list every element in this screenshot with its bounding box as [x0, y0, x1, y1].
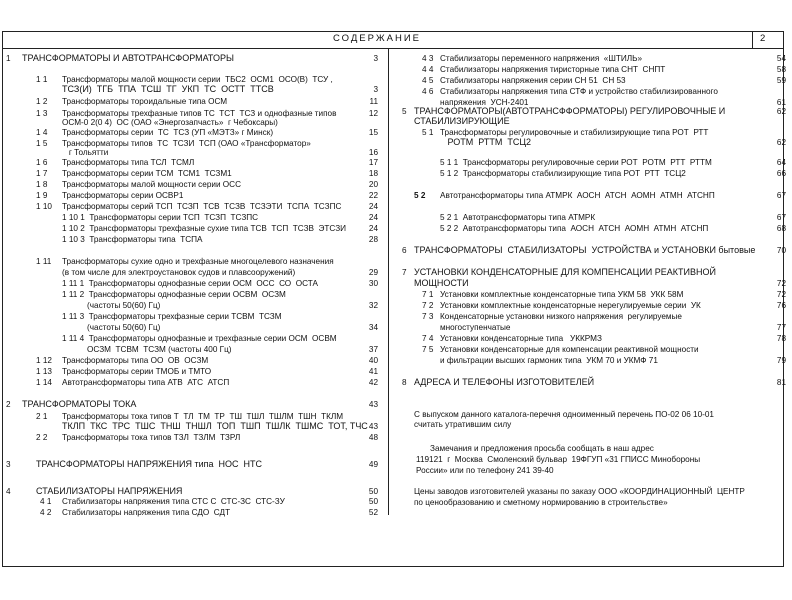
toc-entry-page: 48 [368, 433, 378, 442]
toc-entry-title: СТАБИЛИЗИРУЮЩИЕ [414, 116, 510, 126]
toc-entry-page: 68 [776, 224, 786, 233]
replacement-notice-line-2: считать утратившим силу [414, 420, 512, 429]
toc-entry-number: 5 2 [414, 191, 426, 200]
toc-entry-title: (в том числе для электроустановок судов и плавсооружений) [62, 268, 296, 277]
toc-entry-number: 7 4 [422, 334, 434, 343]
toc-entry-title: ОСЗМ ТСВМ ТСЗМ (частоты 400 Гц) [62, 345, 232, 354]
toc-entry-page: 42 [368, 378, 378, 387]
toc-entry-number: 8 [402, 378, 407, 387]
toc-entry-title: и фильтрации высших гармоник типа УКМ 70 и УКМФ 71 [440, 356, 658, 365]
toc-entry-title: Трансформаторы тока типов Т ТЛ ТМ ТР ТШ ТШЛ ТШЛМ ТШН ТКЛМ [62, 412, 344, 421]
toc-entry-page: 67 [776, 213, 786, 222]
toc-entry-page: 34 [368, 323, 378, 332]
toc-entry-title: Трансформаторы тока типов ТЗЛ ТЗЛМ ТЗРЛ [62, 433, 241, 442]
toc-entry-title: Трансформаторы тороидальные типа ОСМ [62, 97, 228, 106]
toc-entry-page: 24 [368, 202, 378, 211]
toc-entry-title: Трансформаторы типа ТСЛ ТСМЛ [62, 158, 195, 167]
toc-entry-page: 30 [368, 279, 378, 288]
toc-entry-title: ТРАНСФОРМАТОРЫ И АВТОТРАНСФОРМАТОРЫ [22, 53, 234, 63]
toc-entry-number: 1 [6, 54, 11, 63]
toc-entry-title: Стабилизаторы напряжения серии СН 51 СН 53 [440, 76, 626, 85]
column-divider [388, 49, 389, 515]
toc-entry-number: 4 1 [40, 497, 52, 506]
toc-entry-title: МОЩНОСТИ [414, 278, 469, 288]
toc-entry-number: 4 [6, 487, 11, 496]
toc-entry-page: 18 [368, 169, 378, 178]
toc-entry-page: 41 [368, 367, 378, 376]
toc-entry-page: 50 [368, 497, 378, 506]
toc-entry-number: 4 6 [422, 87, 434, 96]
toc-entry-number: 4 4 [422, 65, 434, 74]
toc-entry-title: Трансформаторы малой мощности серии ОСС [62, 180, 241, 189]
toc-entry-number: 1 9 [36, 191, 48, 200]
toc-entry-number: 1 14 [36, 378, 52, 387]
toc-entry-title: ТРАНСФОРМАТОРЫ ТОКА [22, 399, 137, 409]
toc-entry-page: 3 [373, 54, 378, 63]
toc-entry-number: 1 12 [36, 356, 52, 365]
toc-entry-number: 1 4 [36, 128, 48, 137]
toc-entry-title: 5 2 2 Автотрансформаторы типа АОСН АТСН АОМН АТМН АТСНП [440, 224, 709, 233]
toc-entry-page: 81 [776, 378, 786, 387]
toc-entry-number: 4 2 [40, 508, 52, 517]
toc-entry-title: РОТМ РТТМ ТСЦ2 [440, 137, 532, 147]
toc-entry-number: 5 1 [422, 128, 434, 137]
toc-entry-number: 1 7 [36, 169, 48, 178]
page-title: СОДЕРЖАНИЕ [333, 33, 421, 44]
toc-entry-title: 1 10 1 Трансформаторы серии ТСП ТСЗП ТСЗПС [62, 213, 259, 222]
toc-entry-number: 6 [402, 246, 407, 255]
toc-entry-page: 79 [776, 356, 786, 365]
toc-entry-page: 70 [776, 246, 786, 255]
toc-entry-number: 4 5 [422, 76, 434, 85]
toc-entry-number: 7 2 [422, 301, 434, 310]
header-divider [752, 31, 753, 48]
toc-entry-title: Автотрансформаторы типа АТМРК АОСН АТСН АОМН АТМН АТСНП [440, 191, 715, 200]
toc-entry-page: 3 [373, 85, 378, 94]
toc-entry-title: многоступенчатые [440, 323, 511, 332]
toc-entry-number: 1 6 [36, 158, 48, 167]
toc-entry-title: ТКЛП ТКС ТРС ТШС ТНШ ТНШЛ ТОП ТШП ТШЛК ТШМС ТОТ, ТЧС [62, 421, 368, 431]
toc-entry-page: 22 [368, 191, 378, 200]
toc-entry-page: 43 [368, 400, 378, 409]
toc-entry-page: 20 [368, 180, 378, 189]
toc-entry-number: 1 2 [36, 97, 48, 106]
toc-entry-title: 1 10 2 Трансформаторы трехфазные сухие типа ТСВ ТСП ТСЗВ ЭТСЗИ [62, 224, 347, 233]
toc-entry-title: Трансформаторы типа ОО ОВ ОСЗМ [62, 356, 209, 365]
toc-entry-number: 7 [402, 268, 407, 277]
toc-entry-title: Трансформаторы серии ОСВР1 [62, 191, 184, 200]
toc-entry-title: АДРЕСА И ТЕЛЕФОНЫ ИЗГОТОВИТЕЛЕЙ [414, 377, 595, 387]
toc-entry-title: Трансформаторы серии ТС ТСЗ (УП «МЭТЗ» г Минск) [62, 128, 274, 137]
toc-entry-title: Стабилизаторы переменного напряжения «ШТИЛЬ» [440, 54, 643, 63]
toc-entry-page: 54 [776, 54, 786, 63]
toc-entry-page: 58 [776, 65, 786, 74]
toc-entry-number: 1 10 [36, 202, 52, 211]
toc-entry-title: 5 2 1 Автотрансформаторы типа АТМРК [440, 213, 596, 222]
toc-entry-page: 29 [368, 268, 378, 277]
toc-entry-page: 17 [368, 158, 378, 167]
toc-entry-title: Автотрансформаторы типа АТВ АТС АТСП [62, 378, 230, 387]
toc-entry-number: 2 2 [36, 433, 48, 442]
toc-entry-page: 59 [776, 76, 786, 85]
toc-entry-title: г Тольятти [62, 148, 109, 157]
toc-entry-number: 4 3 [422, 54, 434, 63]
toc-entry-page: 62 [776, 107, 786, 116]
toc-entry-page: 43 [368, 422, 378, 431]
toc-entry-page: 16 [368, 148, 378, 157]
toc-entry-title: Стабилизаторы напряжения тиристорные типа СНТ СНПТ [440, 65, 666, 74]
toc-entry-title: СТАБИЛИЗАТОРЫ НАПРЯЖЕНИЯ [36, 486, 183, 496]
toc-entry-page: 62 [776, 138, 786, 147]
toc-entry-page: 72 [776, 290, 786, 299]
prices-line-1: Цены заводов изготовителей указаны по заказу ООО «КООРДИНАЦИОННЫЙ ЦЕНТР [414, 487, 745, 496]
toc-entry-title: Установки комплектные конденсаторные нерегулируемые серии УК [440, 301, 701, 310]
toc-entry-title: Трансформаторы малой мощности серии ТБС2 ОСМ1 ОСО(В) ТСУ , [62, 75, 333, 84]
toc-entry-title: 5 1 2 Трансформаторы стабилизирующие типа РОТ РТТ ТСЦ2 [440, 169, 686, 178]
toc-entry-title: Стабилизаторы напряжения типа СДО СДТ [62, 508, 231, 517]
prices-line-2: по ценообразованию и сметному нормированию в строительстве» [414, 498, 668, 507]
toc-entry-title: 1 11 2 Трансформаторы однофазные серии ОСВМ ОСЗМ [62, 290, 286, 299]
toc-entry-number: 7 5 [422, 345, 434, 354]
toc-entry-page: 28 [368, 235, 378, 244]
toc-entry-page: 11 [369, 97, 378, 106]
toc-entry-number: 1 13 [36, 367, 52, 376]
toc-entry-title: 1 11 3 Трансформаторы трехфазные серии ТСВМ ТСЗМ [62, 312, 282, 321]
toc-entry-page: 64 [776, 158, 786, 167]
toc-entry-page: 76 [776, 301, 786, 310]
toc-entry-page: 24 [368, 213, 378, 222]
toc-entry-number: 1 1 [36, 75, 48, 84]
toc-entry-title: 5 1 1 Трансформаторы регулировочные серии РОТ РОТМ РТТ РТТМ [440, 158, 712, 167]
toc-entry-title: Стабилизаторы напряжения типа СТФ и устройство стабилизированного [440, 87, 718, 96]
toc-entry-title: Трансформаторы серии ТМОБ и ТМТО [62, 367, 212, 376]
toc-entry-number: 7 3 [422, 312, 434, 321]
toc-entry-title: ТСЗ(И) ТГБ ТПА ТСШ ТГ УКП ТС ОСТТ ТТСВ [62, 84, 274, 94]
toc-entry-page: 24 [368, 224, 378, 233]
toc-entry-title: 1 11 1 Трансформаторы однофазные серии ОСМ ОСС СО ОСТА [62, 279, 318, 288]
toc-entry-page: 12 [368, 109, 378, 118]
toc-entry-page: 15 [368, 128, 378, 137]
toc-entry-page: 61 [776, 98, 786, 107]
toc-entry-title: Трансформаторы регулировочные и стабилизирующие типа РОТ РТТ [440, 128, 709, 137]
toc-entry-title: Трансформаторы серии ТСМ ТСМ1 ТСЗМ1 [62, 169, 232, 178]
toc-entry-title: (частоты 50(60) Гц) [62, 323, 161, 332]
toc-entry-number: 2 1 [36, 412, 48, 421]
toc-entry-page: 67 [776, 191, 786, 200]
contact-line-1: Замечания и предложения просьба сообщать в наш адрес [430, 444, 654, 453]
toc-entry-page: 37 [368, 345, 378, 354]
toc-entry-page: 49 [368, 460, 378, 469]
toc-entry-page: 50 [368, 487, 378, 496]
toc-entry-title: Установки конденсаторные для компенсации реактивной мощности [440, 345, 699, 354]
toc-entry-number: 1 5 [36, 139, 48, 148]
toc-entry-number: 7 1 [422, 290, 434, 299]
toc-entry-title: Трансформаторы сухие одно и трехфазные многоцелевого назначения [62, 257, 334, 266]
toc-entry-page: 66 [776, 169, 786, 178]
toc-entry-page: 32 [368, 301, 378, 310]
toc-entry-page: 77 [776, 323, 786, 332]
toc-entry-title: напряжения УСН-2401 [440, 98, 529, 107]
toc-entry-page: 78 [776, 334, 786, 343]
toc-entry-number: 2 [6, 400, 11, 409]
toc-entry-title: Установки конденсаторные типа УККРМЗ [440, 334, 602, 343]
toc-entry-title: Трансформаторы трехфазные типов ТС ТСТ ТСЗ и однофазные типов [62, 109, 337, 118]
toc-entry-page: 72 [776, 279, 786, 288]
toc-entry-number: 1 3 [36, 109, 48, 118]
toc-entry-page: 40 [368, 356, 378, 365]
toc-entry-title: (частоты 50(60) Гц) [62, 301, 161, 310]
page-number: 2 [760, 33, 766, 44]
toc-entry-title: ТРАНСФОРМАТОРЫ(АВТОТРАНСФФОРМАТОРЫ) РЕГУЛИРОВОЧНЫЕ И [414, 106, 726, 116]
toc-entry-number: 5 [402, 107, 407, 116]
contact-line-2: 119121 г Москва Смоленский бульвар 19ФГУП «31 ГПИСС Минобороны [416, 455, 701, 464]
toc-entry-title: ОСМ-0 2(0 4) ОС (ОАО «Энергозапчасть» г Чебоксары) [62, 118, 278, 127]
toc-entry-number: 1 11 [36, 257, 52, 266]
toc-entry-number: 3 [6, 460, 11, 469]
toc-entry-title: Стабилизаторы напряжения типа СТС С СТС-ЗС СТС-ЗУ [62, 497, 285, 506]
toc-entry-title: Конденсаторные установки низкого напряжения регулируемые [440, 312, 682, 321]
toc-entry-page: 52 [368, 508, 378, 517]
toc-entry-title: 1 10 3 Трансформаторы типа ТСПА [62, 235, 203, 244]
contact-line-3: России» или по телефону 241 39-40 [416, 466, 554, 475]
toc-entry-title: Трансформаторы серий ТСП ТСЗП ТСВ ТСЗВ ТСЗЭТИ ТСПА ТСЗПС [62, 202, 342, 211]
toc-entry-title: Установки комплектные конденсаторные типа УКМ 58 УКК 58М [440, 290, 684, 299]
replacement-notice-line-1: С выпуском данного каталога-перечня одноименный перечень ПО-02 06 10-01 [414, 410, 714, 419]
toc-entry-title: Трансформаторы типов ТС ТСЗИ ТСП (ОАО «Трансформатор» [62, 139, 311, 148]
toc-entry-title: ТРАНСФОРМАТОРЫ НАПРЯЖЕНИЯ типа НОС НТС [36, 459, 262, 469]
toc-entry-title: УСТАНОВКИ КОНДЕНСАТОРНЫЕ ДЛЯ КОМПЕНСАЦИИ РЕАКТИВНОЙ [414, 267, 716, 277]
toc-entry-title: 1 11 4 Трансформаторы однофазные и трехфазные серии ОСМ ОСВМ [62, 334, 337, 343]
toc-entry-number: 1 8 [36, 180, 48, 189]
toc-entry-title: ТРАНСФОРМАТОРЫ СТАБИЛИЗАТОРЫ УСТРОЙСТВА и УСТАНОВКИ бытовые [414, 245, 756, 255]
header-row [2, 31, 784, 49]
